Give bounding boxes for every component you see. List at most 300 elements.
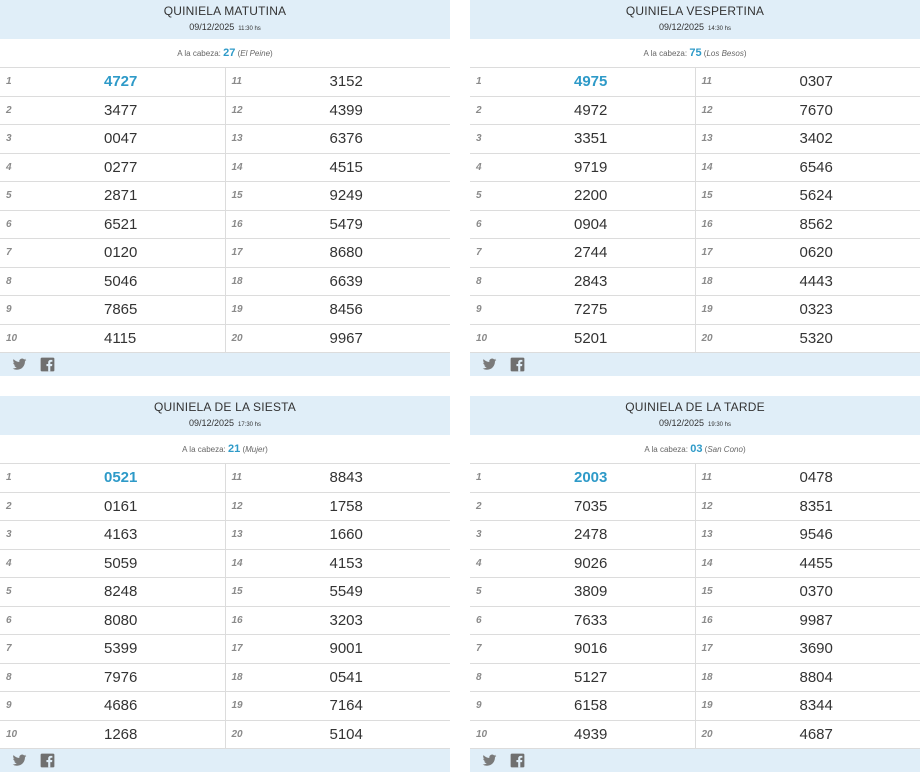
table-row — [0, 268, 225, 297]
table-row — [696, 68, 920, 97]
table-row — [0, 464, 225, 493]
result-number: 1660 — [330, 521, 363, 550]
result-number: 0478 — [800, 464, 833, 493]
position-number: 4 — [476, 154, 482, 183]
facebook-icon[interactable] — [40, 357, 55, 372]
table-row — [696, 182, 920, 211]
result-number: 4399 — [330, 97, 363, 126]
table-row — [226, 493, 451, 522]
position-number: 15 — [702, 182, 713, 211]
position-number: 2 — [476, 493, 482, 522]
table-row — [0, 578, 225, 607]
position-number: 16 — [702, 211, 713, 240]
table-row — [0, 68, 225, 97]
result-number: 5320 — [800, 325, 833, 354]
result-number: 4443 — [800, 268, 833, 297]
table-row — [226, 325, 451, 354]
position-number: 18 — [702, 664, 713, 693]
card-date-line — [0, 414, 450, 432]
position-number: 14 — [232, 550, 243, 579]
result-number: 5479 — [330, 211, 363, 240]
position-number: 10 — [476, 721, 487, 750]
position-number: 17 — [232, 239, 243, 268]
position-number: 18 — [232, 664, 243, 693]
table-row — [470, 239, 695, 268]
position-number: 10 — [476, 325, 487, 354]
position-number: 20 — [702, 721, 713, 750]
result-number: 3477 — [104, 97, 137, 126]
results-grid — [0, 464, 450, 749]
result-number: 5624 — [800, 182, 833, 211]
cabeza-label: A la cabeza: — [182, 445, 226, 454]
result-number: 2478 — [574, 521, 607, 550]
result-number: 7164 — [330, 692, 363, 721]
result-number: 0620 — [800, 239, 833, 268]
table-row — [470, 296, 695, 325]
cabeza-line: A la cabeza: 75 (Los Besos) — [470, 39, 920, 68]
position-number: 5 — [6, 182, 12, 211]
table-row — [226, 692, 451, 721]
position-number: 11 — [702, 68, 712, 97]
cabeza-line: A la cabeza: 27 (El Peine) — [0, 39, 450, 68]
twitter-icon[interactable] — [12, 753, 27, 768]
position-number: 3 — [476, 521, 482, 550]
position-number: 14 — [702, 550, 713, 579]
results-column-left — [470, 68, 696, 353]
result-number: 3152 — [330, 68, 363, 97]
result-number: 5127 — [574, 664, 607, 693]
cabeza-line: A la cabeza: 03 (San Cono) — [470, 435, 920, 464]
card-time: 19:30 hs — [708, 422, 731, 428]
position-number: 9 — [6, 296, 12, 325]
card-title: QUINIELA MATUTINA — [0, 0, 450, 18]
result-number: 9967 — [330, 325, 363, 354]
result-number: 0307 — [800, 68, 833, 97]
results-card — [470, 0, 920, 380]
table-row — [696, 721, 920, 750]
position-number: 6 — [6, 211, 12, 240]
results-column-right — [696, 464, 920, 749]
position-number: 20 — [232, 325, 243, 354]
position-number: 16 — [702, 607, 713, 636]
table-row — [696, 239, 920, 268]
position-number: 5 — [476, 578, 482, 607]
result-number: 4153 — [330, 550, 363, 579]
table-row — [0, 211, 225, 240]
table-row — [696, 664, 920, 693]
card-date: 09/12/2025 — [189, 418, 234, 428]
result-number: 8080 — [104, 607, 137, 636]
result-number: 3351 — [574, 125, 607, 154]
card-date-line — [470, 414, 920, 432]
position-number: 13 — [232, 521, 243, 550]
results-column-left — [0, 464, 226, 749]
result-number: 2003 — [574, 464, 607, 493]
facebook-icon[interactable] — [510, 357, 525, 372]
position-number: 1 — [476, 68, 482, 97]
result-number: 2843 — [574, 268, 607, 297]
position-number: 16 — [232, 607, 243, 636]
position-number: 4 — [476, 550, 482, 579]
card-footer — [0, 353, 450, 376]
table-row — [226, 268, 451, 297]
result-number: 4686 — [104, 692, 137, 721]
position-number: 9 — [476, 692, 482, 721]
table-row — [0, 125, 225, 154]
position-number: 6 — [476, 607, 482, 636]
table-row — [470, 464, 695, 493]
position-number: 17 — [702, 635, 713, 664]
position-number: 1 — [6, 464, 12, 493]
table-row — [0, 154, 225, 183]
position-number: 7 — [6, 239, 12, 268]
cabeza-number: 75 — [689, 47, 701, 59]
table-row — [0, 182, 225, 211]
table-row — [696, 464, 920, 493]
cabeza-meaning: Mujer — [245, 445, 265, 454]
result-number: 3203 — [330, 607, 363, 636]
table-row — [470, 550, 695, 579]
table-row — [470, 182, 695, 211]
position-number: 7 — [476, 239, 482, 268]
results-column-right — [226, 464, 451, 749]
position-number: 11 — [232, 464, 242, 493]
result-number: 5399 — [104, 635, 137, 664]
result-number: 8456 — [330, 296, 363, 325]
position-number: 4 — [6, 154, 12, 183]
position-number: 13 — [232, 125, 243, 154]
card-footer — [470, 749, 920, 772]
table-row — [226, 154, 451, 183]
position-number: 6 — [476, 211, 482, 240]
cabeza-meaning: Los Besos — [706, 49, 743, 58]
result-number: 4455 — [800, 550, 833, 579]
result-number: 1268 — [104, 721, 137, 750]
result-number: 6639 — [330, 268, 363, 297]
result-number: 5549 — [330, 578, 363, 607]
position-number: 17 — [232, 635, 243, 664]
result-number: 6546 — [800, 154, 833, 183]
table-row — [226, 68, 451, 97]
result-number: 6158 — [574, 692, 607, 721]
position-number: 20 — [702, 325, 713, 354]
result-number: 7865 — [104, 296, 137, 325]
table-row — [0, 325, 225, 354]
position-number: 10 — [6, 721, 17, 750]
table-row — [696, 125, 920, 154]
results-card — [0, 396, 450, 776]
table-row — [226, 721, 451, 750]
position-number: 7 — [476, 635, 482, 664]
position-number: 12 — [232, 97, 243, 126]
cabeza-number: 21 — [228, 443, 240, 455]
position-number: 4 — [6, 550, 12, 579]
cabeza-number: 27 — [223, 47, 235, 59]
table-row — [0, 692, 225, 721]
result-number: 4163 — [104, 521, 137, 550]
table-row — [226, 239, 451, 268]
card-title: QUINIELA DE LA TARDE — [470, 396, 920, 414]
result-number: 5201 — [574, 325, 607, 354]
result-number: 9987 — [800, 607, 833, 636]
table-row — [470, 664, 695, 693]
position-number: 11 — [702, 464, 712, 493]
card-date: 09/12/2025 — [659, 418, 704, 428]
results-column-left — [0, 68, 226, 353]
table-row — [226, 607, 451, 636]
position-number: 12 — [702, 97, 713, 126]
table-row — [226, 182, 451, 211]
position-number: 10 — [6, 325, 17, 354]
table-row — [0, 607, 225, 636]
results-column-right — [226, 68, 451, 353]
card-date-line — [0, 18, 450, 36]
card-header — [470, 0, 920, 39]
facebook-icon[interactable] — [510, 753, 525, 768]
position-number: 3 — [476, 125, 482, 154]
table-row — [470, 521, 695, 550]
table-row — [696, 607, 920, 636]
table-row — [470, 68, 695, 97]
position-number: 18 — [232, 268, 243, 297]
table-row — [0, 296, 225, 325]
position-number: 2 — [476, 97, 482, 126]
result-number: 8804 — [800, 664, 833, 693]
table-row — [226, 211, 451, 240]
result-number: 9249 — [330, 182, 363, 211]
position-number: 16 — [232, 211, 243, 240]
card-date: 09/12/2025 — [189, 22, 234, 32]
result-number: 6376 — [330, 125, 363, 154]
cabeza-label: A la cabeza: — [644, 445, 688, 454]
table-row — [470, 635, 695, 664]
card-title: QUINIELA VESPERTINA — [470, 0, 920, 18]
table-row — [470, 154, 695, 183]
result-number: 2744 — [574, 239, 607, 268]
position-number: 14 — [702, 154, 713, 183]
position-number: 12 — [702, 493, 713, 522]
table-row — [226, 125, 451, 154]
position-number: 9 — [6, 692, 12, 721]
result-number: 7275 — [574, 296, 607, 325]
position-number: 2 — [6, 493, 12, 522]
position-number: 6 — [6, 607, 12, 636]
results-column-right — [696, 68, 920, 353]
cabeza-label: A la cabeza: — [644, 49, 688, 58]
position-number: 19 — [702, 692, 713, 721]
result-number: 9016 — [574, 635, 607, 664]
card-title: QUINIELA DE LA SIESTA — [0, 396, 450, 414]
result-number: 0323 — [800, 296, 833, 325]
results-grid — [470, 464, 920, 749]
result-number: 4687 — [800, 721, 833, 750]
position-number: 5 — [6, 578, 12, 607]
result-number: 9001 — [330, 635, 363, 664]
result-number: 0521 — [104, 464, 137, 493]
result-number: 9546 — [800, 521, 833, 550]
result-number: 9719 — [574, 154, 607, 183]
position-number: 15 — [702, 578, 713, 607]
twitter-icon[interactable] — [482, 753, 497, 768]
position-number: 20 — [232, 721, 243, 750]
result-number: 4727 — [104, 68, 137, 97]
position-number: 3 — [6, 125, 12, 154]
cabeza-number: 03 — [690, 443, 702, 455]
table-row — [696, 692, 920, 721]
table-row — [226, 635, 451, 664]
result-number: 4515 — [330, 154, 363, 183]
result-number: 0370 — [800, 578, 833, 607]
table-row — [470, 692, 695, 721]
result-number: 8680 — [330, 239, 363, 268]
table-row — [226, 550, 451, 579]
table-row — [226, 578, 451, 607]
table-row — [696, 635, 920, 664]
result-number: 8248 — [104, 578, 137, 607]
result-number: 5059 — [104, 550, 137, 579]
card-footer — [0, 749, 450, 772]
result-number: 3402 — [800, 125, 833, 154]
result-number: 7035 — [574, 493, 607, 522]
position-number: 12 — [232, 493, 243, 522]
result-number: 2871 — [104, 182, 137, 211]
position-number: 8 — [6, 664, 12, 693]
twitter-icon[interactable] — [12, 357, 27, 372]
position-number: 8 — [476, 664, 482, 693]
position-number: 8 — [6, 268, 12, 297]
table-row — [696, 550, 920, 579]
cabeza-label: A la cabeza: — [177, 49, 221, 58]
card-header — [0, 0, 450, 39]
result-number: 8843 — [330, 464, 363, 493]
result-number: 3809 — [574, 578, 607, 607]
result-number: 4115 — [104, 325, 136, 354]
table-row — [470, 721, 695, 750]
results-grid — [470, 68, 920, 353]
table-row — [226, 97, 451, 126]
cabeza-meaning: El Peine — [240, 49, 270, 58]
result-number: 2200 — [574, 182, 607, 211]
table-row — [696, 325, 920, 354]
table-row — [0, 550, 225, 579]
result-number: 5046 — [104, 268, 137, 297]
position-number: 1 — [476, 464, 482, 493]
result-number: 0047 — [104, 125, 137, 154]
table-row — [0, 97, 225, 126]
result-number: 4939 — [574, 721, 607, 750]
card-date-line — [470, 18, 920, 36]
position-number: 18 — [702, 268, 713, 297]
position-number: 13 — [702, 125, 713, 154]
table-row — [696, 97, 920, 126]
table-row — [226, 521, 451, 550]
position-number: 5 — [476, 182, 482, 211]
position-number: 17 — [702, 239, 713, 268]
result-number: 0120 — [104, 239, 137, 268]
table-row — [696, 578, 920, 607]
table-row — [470, 578, 695, 607]
table-row — [696, 493, 920, 522]
table-row — [226, 464, 451, 493]
table-row — [696, 521, 920, 550]
table-row — [696, 211, 920, 240]
table-row — [226, 296, 451, 325]
position-number: 19 — [702, 296, 713, 325]
result-number: 3690 — [800, 635, 833, 664]
result-number: 0161 — [104, 493, 137, 522]
table-row — [0, 521, 225, 550]
result-number: 9026 — [574, 550, 607, 579]
table-row — [470, 493, 695, 522]
result-number: 0541 — [330, 664, 363, 693]
result-number: 6521 — [104, 211, 137, 240]
position-number: 11 — [232, 68, 242, 97]
table-row — [0, 239, 225, 268]
table-row — [470, 125, 695, 154]
twitter-icon[interactable] — [482, 357, 497, 372]
result-number: 7670 — [800, 97, 833, 126]
position-number: 15 — [232, 182, 243, 211]
results-card — [0, 0, 450, 380]
table-row — [226, 664, 451, 693]
position-number: 15 — [232, 578, 243, 607]
table-row — [470, 268, 695, 297]
table-row — [0, 721, 225, 750]
result-number: 0277 — [104, 154, 137, 183]
table-row — [696, 296, 920, 325]
card-header — [470, 396, 920, 435]
result-number: 8344 — [800, 692, 833, 721]
result-number: 8351 — [800, 493, 833, 522]
position-number: 13 — [702, 521, 713, 550]
position-number: 1 — [6, 68, 12, 97]
position-number: 19 — [232, 296, 243, 325]
result-number: 7976 — [104, 664, 137, 693]
table-row — [470, 97, 695, 126]
result-number: 7633 — [574, 607, 607, 636]
position-number: 14 — [232, 154, 243, 183]
table-row — [0, 493, 225, 522]
result-number: 4972 — [574, 97, 607, 126]
facebook-icon[interactable] — [40, 753, 55, 768]
results-card — [470, 396, 920, 776]
table-row — [696, 154, 920, 183]
card-time: 17:30 hs — [238, 422, 261, 428]
cabeza-line: A la cabeza: 21 (Mujer) — [0, 435, 450, 464]
card-header — [0, 396, 450, 435]
position-number: 3 — [6, 521, 12, 550]
table-row — [0, 664, 225, 693]
result-number: 0904 — [574, 211, 607, 240]
table-row — [470, 211, 695, 240]
card-time: 14:30 hs — [708, 26, 731, 32]
card-date: 09/12/2025 — [659, 22, 704, 32]
table-row — [470, 607, 695, 636]
position-number: 8 — [476, 268, 482, 297]
card-footer — [470, 353, 920, 376]
results-grid — [0, 68, 450, 353]
result-number: 5104 — [330, 721, 363, 750]
card-time: 11:30 hs — [238, 26, 261, 32]
table-row — [0, 635, 225, 664]
position-number: 7 — [6, 635, 12, 664]
table-row — [696, 268, 920, 297]
cabeza-meaning: San Cono — [707, 445, 743, 454]
result-number: 1758 — [330, 493, 363, 522]
position-number: 9 — [476, 296, 482, 325]
result-number: 4975 — [574, 68, 607, 97]
result-number: 8562 — [800, 211, 833, 240]
